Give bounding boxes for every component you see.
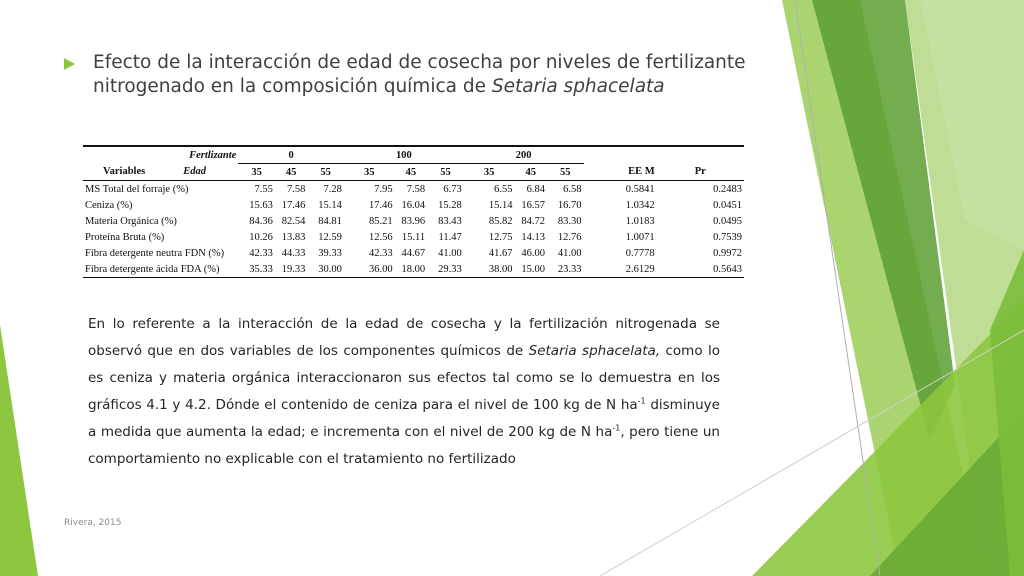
- cell-value: 17.46: [281, 199, 306, 211]
- header-row-age: [83, 164, 744, 181]
- cell-value: 15.00: [514, 261, 546, 278]
- cell-value: 84.36: [249, 215, 273, 227]
- cell-value: 18.00: [395, 261, 427, 278]
- cell-value: 83.30: [557, 215, 582, 227]
- title-text: Efecto de la interacción de edad de cosecha por niveles de fertilizante nitrogenado en la composición química de: [93, 52, 746, 97]
- cell-value: 42.33: [249, 247, 273, 259]
- cell-value: 41.00: [557, 247, 582, 259]
- age-header: 55: [307, 164, 344, 181]
- cell-value: 15.63: [249, 199, 273, 211]
- cell-value: 7.28: [323, 183, 342, 195]
- fert-level-0: 0: [238, 146, 344, 164]
- pr-value: 0.2483: [713, 183, 742, 195]
- age-header: 55: [547, 164, 584, 181]
- cell-value: 23.33: [547, 261, 584, 278]
- cell-value: 83.96: [401, 215, 426, 227]
- variable-name: Ceniza (%): [85, 199, 133, 211]
- cell-value: 16.70: [557, 199, 582, 211]
- fertilizer-label: Fertlizante: [83, 146, 238, 164]
- cell-value: 12.76: [557, 231, 582, 243]
- cell-value: 85.21: [369, 215, 393, 227]
- composition-table: [83, 145, 744, 278]
- table-row: [83, 181, 744, 198]
- table-row: [83, 261, 744, 278]
- age-header: 45: [275, 164, 307, 181]
- eem-value: 0.7778: [625, 247, 655, 259]
- cell-value: 12.59: [318, 231, 342, 243]
- pr-value: 0.7539: [713, 231, 742, 243]
- cell-value: 82.54: [281, 215, 306, 227]
- eem-value: 2.6129: [584, 261, 657, 278]
- eem-value: 1.0342: [625, 199, 655, 211]
- table-row: [83, 197, 744, 213]
- cell-value: 85.82: [488, 215, 513, 227]
- cell-value: 83.43: [438, 215, 462, 227]
- age-header: 45: [395, 164, 427, 181]
- cell-value: 30.00: [307, 261, 344, 278]
- body-paragraph: En lo referente a la interacción de la edad de cosecha y la fertilización nitrogenada se observó que en dos variables de los componentes químicos de Setaria sphacelata, como lo es ceniza y materia orgánica interaccionaron sus efectos tal como se lo demuestra en los gráficos 4.1 y 4.2. Dónde el contenido de ceniza para el nivel de 100 kg de N $ha^{-1}$ disminuye a medida que aumenta la edad; e incrementa con el nivel de 200 kg de N $ha^{-1}$, pero tiene un comportamiento no explicable con el tratamiento no fertilizado: [88, 316, 720, 467]
- cell-value: 10.26: [249, 231, 273, 243]
- age-header: 55: [427, 164, 464, 181]
- table-row: [83, 213, 744, 229]
- footer-citation: Rivera, 2015: [64, 518, 122, 528]
- age-header: 35: [238, 164, 275, 181]
- age-header: 45: [514, 164, 546, 181]
- variable-name: Proteína Bruta (%): [85, 231, 165, 243]
- age-header: 35: [464, 164, 515, 181]
- cell-value: 41.67: [488, 247, 513, 259]
- cell-value: 36.00: [344, 261, 395, 278]
- edad-label: Edad: [183, 166, 206, 178]
- cell-value: 6.73: [443, 183, 462, 195]
- cell-value: 6.58: [563, 183, 582, 195]
- eem-value: 1.0071: [625, 231, 655, 243]
- fert-level-200: 200: [464, 146, 584, 164]
- table-row: [83, 245, 744, 261]
- cell-value: 39.33: [318, 247, 342, 259]
- table-row: [83, 229, 744, 245]
- header-row-fertilizer: [83, 146, 744, 164]
- cell-value: 19.33: [275, 261, 307, 278]
- cell-value: 42.33: [369, 247, 393, 259]
- variable-name: MS Total del forraje (%): [85, 183, 189, 195]
- species-name: Setaria sphacelata,: [528, 343, 661, 359]
- cell-value: 6.55: [494, 183, 513, 195]
- pr-value: 0.0451: [713, 199, 742, 211]
- cell-value: 15.28: [438, 199, 462, 211]
- cell-value: 35.33: [238, 261, 275, 278]
- eem-header: EE M: [584, 164, 657, 181]
- cell-value: 15.14: [488, 199, 513, 211]
- bullet-arrow-icon: [64, 58, 75, 70]
- fert-level-100: 100: [344, 146, 464, 164]
- cell-value: 12.56: [369, 231, 393, 243]
- cell-value: 84.81: [318, 215, 342, 227]
- cell-value: 13.83: [281, 231, 306, 243]
- cell-value: 38.00: [464, 261, 515, 278]
- left-green-strip: [0, 325, 38, 576]
- cell-value: 11.47: [438, 231, 462, 243]
- cell-value: 44.67: [401, 247, 426, 259]
- cell-value: 14.13: [521, 231, 545, 243]
- cell-value: 44.33: [281, 247, 306, 259]
- title-species: Setaria sphacelata: [491, 76, 665, 97]
- cell-value: 41.00: [438, 247, 462, 259]
- eem-value: 0.5841: [625, 183, 655, 195]
- cell-value: 16.04: [401, 199, 426, 211]
- cell-value: 17.46: [369, 199, 393, 211]
- cell-value: 15.14: [318, 199, 342, 211]
- variables-header: Variables Edad: [83, 164, 238, 181]
- cell-value: 15.11: [401, 231, 426, 243]
- cell-value: 7.58: [406, 183, 426, 195]
- pr-value: 0.9972: [713, 247, 742, 259]
- cell-value: 12.75: [488, 231, 513, 243]
- cell-value: 7.55: [254, 183, 273, 195]
- cell-value: 7.58: [286, 183, 306, 195]
- cell-value: 29.33: [427, 261, 464, 278]
- variable-name: Fibra detergente neutra FDN (%): [85, 247, 225, 259]
- age-header: 35: [344, 164, 395, 181]
- variable-name: Fibra detergente ácida FDA (%): [83, 261, 238, 278]
- cell-value: 46.00: [521, 247, 545, 259]
- pr-value: 0.0495: [713, 215, 742, 227]
- pr-header: Pr: [657, 164, 744, 181]
- eem-value: 1.0183: [625, 215, 655, 227]
- pr-value: 0.5643: [657, 261, 744, 278]
- cell-value: 84.72: [521, 215, 545, 227]
- cell-value: 16.57: [521, 199, 545, 211]
- slide-title: [93, 51, 753, 99]
- cell-value: 6.84: [526, 183, 545, 195]
- variable-name: Materia Orgánica (%): [85, 215, 177, 227]
- cell-value: 7.95: [374, 183, 393, 195]
